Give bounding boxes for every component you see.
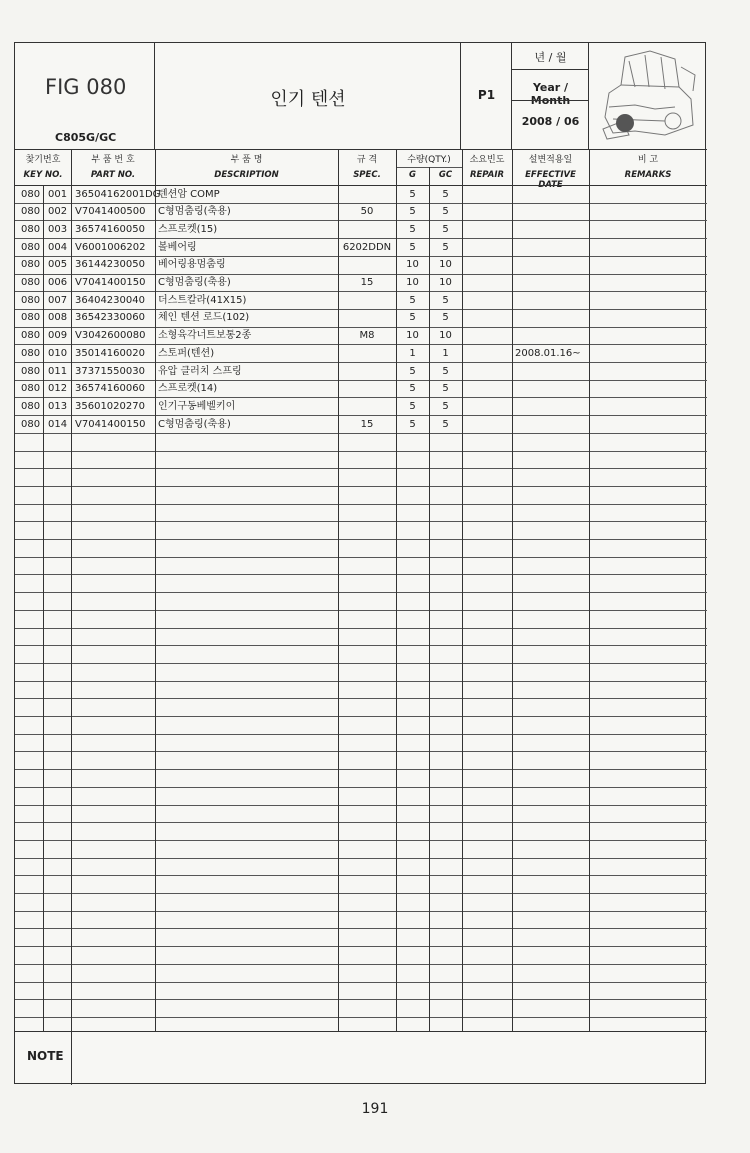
row-spec: 15 [360,277,374,288]
row-qty-gc: 10 [439,330,452,342]
row-part-number: 35014160020 [75,347,145,359]
date-label-korean: 년 / 월 [534,51,567,64]
col-spec-korean: 규 격 [356,155,378,165]
row-qty-g: 10 [406,277,419,288]
row-qty-gc: 5 [442,206,449,218]
row-part-number: V7041400150 [75,277,146,288]
row-qty-g: 10 [406,259,419,271]
title-block [155,43,461,149]
row-fig-number: 080 [21,206,41,218]
row-qty-gc: 10 [439,259,452,271]
row-qty-g: 5 [409,312,416,324]
row-key-number: 008 [48,312,68,324]
row-key-number: 003 [48,223,68,235]
row-key-number: 010 [48,347,68,359]
row-part-number: 36504162001DG [75,188,161,200]
row-part-number: 36574160060 [75,383,145,395]
col-desc-english: DESCRIPTION [214,170,279,180]
highlight-marker [616,114,634,132]
row-fig-number: 080 [21,400,41,412]
page-title: 인기 텐션 [270,89,346,110]
col-qty-g: G [409,170,416,180]
row-description: C형멈춤링(축용) [158,206,231,218]
model-name: C805G/GC [55,131,117,144]
row-part-number: 36574160050 [75,223,145,235]
row-spec: 50 [360,206,374,218]
row-description: C형멈춤링(축용) [158,418,231,430]
row-fig-number: 080 [21,241,41,253]
row-key-number: 004 [48,241,68,253]
row-part-number: V7041400500 [75,206,146,218]
row-qty-g: 5 [409,241,416,253]
row-fig-number: 080 [21,223,41,235]
row-spec [338,221,396,238]
row-key-number: 013 [48,400,68,412]
row-fig-number: 080 [21,188,41,200]
row-description: 스프로켓(15) [158,223,218,235]
row-part-number: V6001006202 [75,241,146,253]
col-part-korean: 부 품 번 호 [91,155,135,165]
col-desc-korean: 부 품 명 [230,155,263,165]
row-qty-gc: 5 [442,312,449,324]
row-part-number: 36144230050 [75,259,145,271]
col-key-korean: 찾기번호 [25,155,61,165]
row-part-number: V3042600080 [75,330,146,342]
row-qty-gc: 5 [442,294,449,306]
row-spec [338,345,396,362]
row-description: 볼베어링 [158,241,197,253]
col-eff-english: EFFECTIVE DATE [525,170,576,190]
row-qty-gc: 5 [442,188,449,200]
row-qty-g: 5 [409,223,416,235]
row-qty-gc: 1 [442,347,449,359]
date-label-english: Year / Month [530,81,571,107]
row-key-number: 011 [48,365,68,377]
row-spec [338,398,396,415]
row-key-number: 009 [48,330,68,342]
row-qty-gc: 5 [442,241,449,253]
row-qty-g: 5 [409,400,416,412]
row-part-number: 37371550030 [75,365,145,377]
row-qty-g: 5 [409,365,416,377]
figure-number: FIG 080 [45,75,127,99]
row-key-number: 006 [48,277,68,288]
row-qty-g: 1 [409,347,416,359]
row-fig-number: 080 [21,330,41,342]
row-description: 소형육각너트보통2종 [158,330,252,342]
figure-block [15,43,155,149]
row-qty-gc: 5 [442,223,449,235]
row-description: 인기구동베벨키이 [158,400,236,412]
date-block [512,43,589,149]
row-description: 텐션암 COMP [158,188,220,200]
row-qty-g: 10 [406,330,419,342]
col-remarks-korean: 비 고 [637,155,659,165]
row-spec [338,380,396,397]
date-value: 2008 / 06 [521,115,580,128]
row-spec [338,186,396,203]
row-spec [338,309,396,326]
row-spec [338,292,396,309]
row-key-number: 012 [48,383,68,395]
row-description: 더스트칼라(41X15) [158,294,247,306]
row-qty-gc: 5 [442,400,449,412]
row-fig-number: 080 [21,347,41,359]
row-effective-date: 2008.01.16~ [515,347,581,359]
row-description: 체인 텐션 로드(102) [158,312,250,324]
row-description: 유압 클러치 스프링 [158,365,242,377]
row-key-number: 007 [48,294,68,306]
row-qty-g: 5 [409,418,416,430]
row-qty-g: 5 [409,188,416,200]
row-part-number: V7041400150 [75,418,146,430]
row-qty-g: 5 [409,383,416,395]
col-qty-korean: 수량(QTY.) [407,155,451,165]
page-number: 191 [361,1101,389,1117]
col-remarks-english: REMARKS [624,170,672,180]
row-qty-gc: 5 [442,383,449,395]
row-fig-number: 080 [21,277,41,288]
header-image-block [589,43,707,149]
combine-harvester-illustration-icon [595,47,701,143]
col-eff-korean: 설변적용일 [528,155,573,165]
row-description: 베어링용멈춤링 [158,259,226,271]
row-part-number: 36542330060 [75,312,145,324]
row-spec [338,256,396,273]
row-fig-number: 080 [21,383,41,395]
row-fig-number: 080 [21,418,41,430]
row-spec [338,363,396,380]
row-fig-number: 080 [21,312,41,324]
row-qty-gc: 10 [439,277,452,288]
row-fig-number: 080 [21,259,41,271]
row-part-number: 36404230040 [75,294,145,306]
header-divider [15,149,707,150]
row-description: C형멈춤링(축용) [158,277,231,288]
row-spec: 6202DDN [342,241,392,253]
row-key-number: 001 [48,188,68,200]
col-repair-korean: 소요빈도 [469,155,505,165]
row-qty-gc: 5 [442,365,449,377]
note-label: NOTE [27,1049,64,1063]
col-repair-english: REPAIR [469,170,505,180]
row-qty-g: 5 [409,206,416,218]
col-part-english: PART NO. [90,170,136,180]
col-key-english: KEY NO. [23,170,63,180]
row-fig-number: 080 [21,365,41,377]
row-description: 스토퍼(텐션) [158,347,215,359]
row-description: 스프로켓(14) [158,383,218,395]
row-qty-g: 5 [409,294,416,306]
row-key-number: 002 [48,206,68,218]
parts-list-sheet [14,42,706,1084]
page-block [461,43,512,149]
row-spec: M8 [359,330,375,342]
row-key-number: 014 [48,418,68,430]
row-spec: 15 [360,418,374,430]
row-part-number: 35601020270 [75,400,145,412]
row-qty-gc: 5 [442,418,449,430]
row-fig-number: 080 [21,294,41,306]
col-qty-gc: GC [438,170,453,180]
row-key-number: 005 [48,259,68,271]
col-spec-english: SPEC. [353,170,381,180]
page-code: P1 [477,88,496,102]
